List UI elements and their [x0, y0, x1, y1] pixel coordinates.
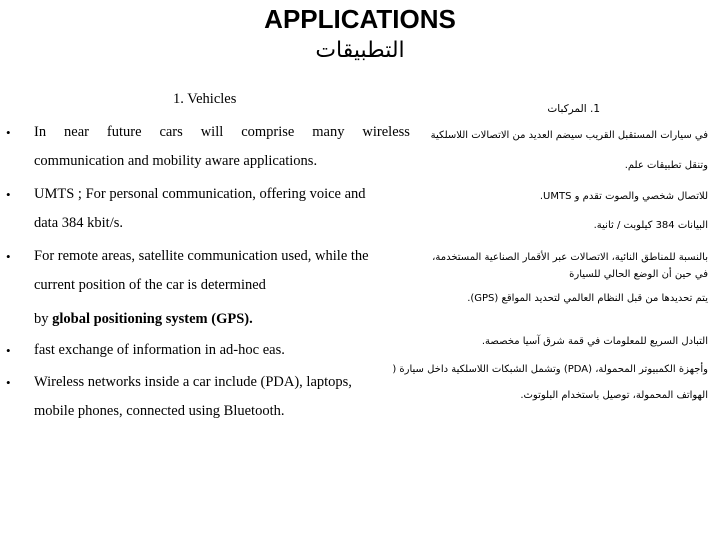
word: In: [34, 124, 47, 140]
arabic-line-3: للاتصال شخصي والصوت تقدم و UMTS.: [539, 191, 708, 202]
bullet-marker: •: [6, 249, 11, 264]
bullet-marker: •: [6, 343, 11, 358]
arabic-line-10: الهواتف المحمولة، توصيل باستخدام البلوتوث.: [520, 390, 708, 401]
bullet-5-line-2: mobile phones, connected using Bluetooth.: [34, 403, 285, 419]
word: wireless: [362, 124, 410, 140]
word: near: [64, 124, 89, 140]
gps-term: global positioning system (GPS).: [52, 311, 253, 327]
word: future: [106, 124, 142, 140]
slide-title: APPLICATIONS: [264, 4, 456, 34]
arabic-line-4: البيانات 384 كيلوبت / ثانية.: [593, 220, 708, 231]
bullet-1-line-2: communication and mobility aware applications.: [34, 153, 318, 169]
bullet-3-line-3: [34, 311, 253, 328]
arabic-line-9: وأجهزة الكمبيوتر المحمولة، (PDA) وتشمل الشبكات اللاسلكية داخل سيارة (: [392, 364, 708, 375]
bullet-3-line-1: For remote areas, satellite communication used, while the: [34, 248, 369, 264]
bullet-marker: •: [6, 187, 11, 202]
bullet-marker: •: [6, 375, 11, 390]
section-heading: 1. Vehicles: [173, 91, 237, 107]
bullet-5-line-1: Wireless networks inside a car include (PDA), laptops,: [34, 374, 352, 390]
bullet-2-line-1: UMTS ; For personal communication, offering voice and: [34, 186, 366, 202]
slide-title-arabic: التطبيقات: [315, 38, 405, 63]
arabic-line-7: يتم تحديدها من قبل النظام العالمي لتحديد المواقع (GPS).: [467, 293, 708, 304]
word: cars: [159, 124, 183, 140]
arabic-line-8: التبادل السريع للمعلومات في قمة شرق آسيا مخصصة.: [481, 336, 708, 347]
word: will: [200, 124, 224, 140]
word: comprise: [241, 124, 295, 140]
arabic-line-2: وتنقل تطبيقات علم.: [624, 160, 708, 171]
bullet-marker: •: [6, 125, 11, 140]
arabic-line-1: في سيارات المستقبل القريب سيضم العديد من الاتصالات اللاسلكية: [430, 130, 708, 141]
text: by: [34, 311, 53, 327]
word: many: [312, 124, 345, 140]
bullet-1-line-1: [34, 124, 410, 141]
bullet-4: fast exchange of information in ad-hoc eas.: [34, 342, 285, 358]
arabic-line-5: بالنسبة للمناطق النائية، الاتصالات عبر الأقمار الصناعية المستخدمة،: [432, 252, 708, 263]
section-heading-arabic: 1. المركبات: [547, 103, 600, 115]
bullet-3-line-2: current position of the car is determined: [34, 277, 266, 293]
bullet-2-line-2: data 384 kbit/s.: [34, 215, 124, 231]
arabic-line-6: في حين أن الوضع الحالي للسيارة: [569, 269, 708, 280]
